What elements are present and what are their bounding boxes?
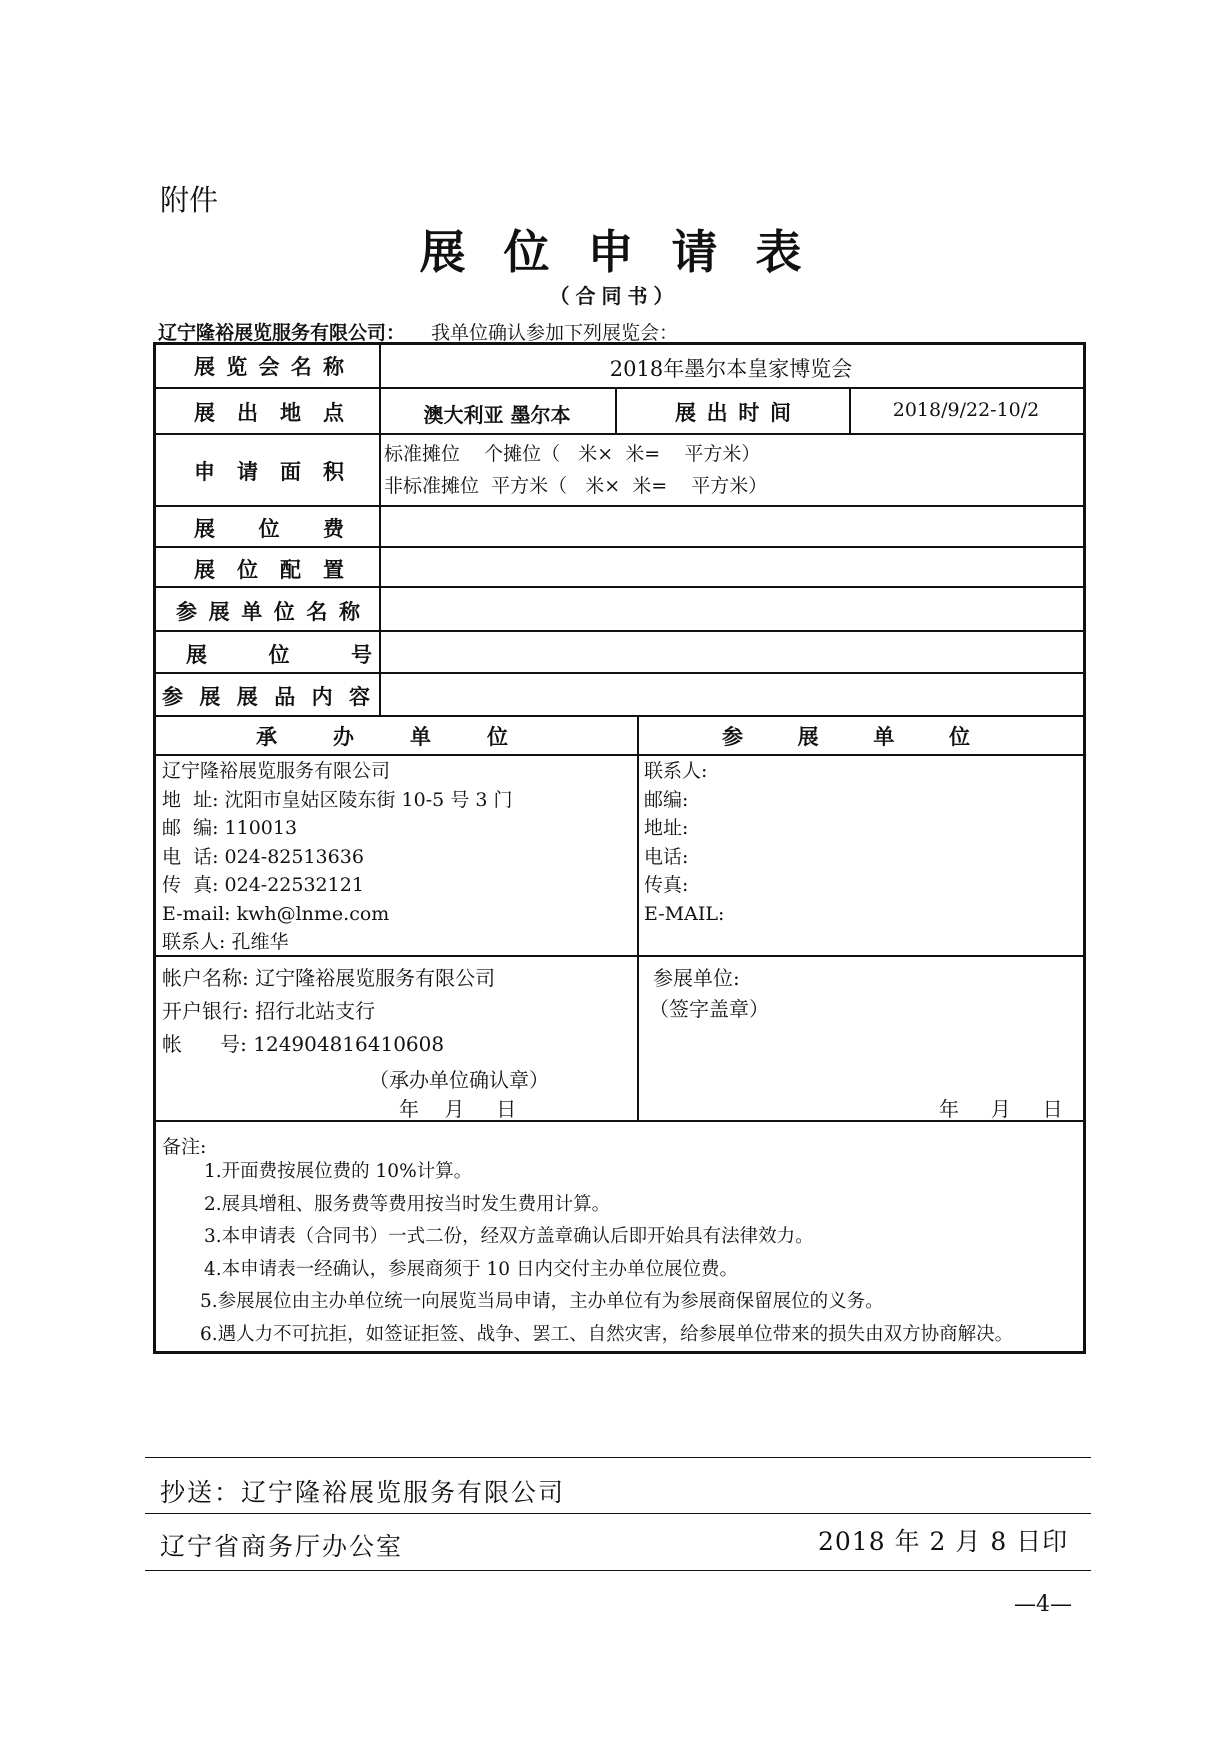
exhibitor-line: 电话: [644, 845, 689, 868]
host-line: 辽宁隆裕展览服务有限公司 [162, 760, 391, 782]
page-number: —4— [1014, 1592, 1072, 1617]
area-label: 申请面积 [194, 460, 344, 484]
document-title: 展位申请表 [419, 225, 840, 279]
note-item: 2.展具增租、服务费等费用按当时发生费用计算。 [204, 1193, 611, 1215]
application-form-table [153, 342, 1086, 1354]
exhibitor-unit-header: 参展单位 [722, 725, 970, 749]
location-label: 展出地点 [194, 401, 344, 425]
note-item: 4.本申请表一经确认，参展商须于 10 日内交付主办单位展位费。 [204, 1258, 738, 1280]
exhibitor-line: 地址: [644, 817, 689, 839]
print-date: 2018 年 2 月 8 日印 [818, 1527, 1069, 1556]
exhibit-content-label: 参展展品内容 [162, 685, 370, 709]
exhibitor-name-label: 参展单位名称 [176, 600, 360, 624]
attachment-label: 附件 [160, 183, 219, 217]
notes-title: 备注: [162, 1136, 207, 1158]
exhibitor-line: E-MAIL: [644, 902, 725, 925]
account-line: 帐 号: 124904816410608 [162, 1032, 445, 1056]
host-seal-note: （承办单位确认章） [369, 1068, 549, 1092]
host-line: 地 址: 沈阳市皇姑区陵东街 10-5 号 3 门 [162, 788, 513, 811]
host-line: 邮 编: 110013 [162, 817, 298, 839]
host-line: 电 话: 024-82513636 [162, 845, 364, 868]
exhibition-name-value: 2018年墨尔本皇家博览会 [609, 357, 853, 381]
host-line: E-mail: kwh@lnme.com [162, 902, 390, 925]
exhibitor-line: 邮编: [644, 788, 689, 811]
exhibitor-contact-info [644, 757, 724, 928]
footer-rule-top [145, 1457, 1091, 1458]
note-item: 1.开面费按展位费的 10%计算。 [204, 1161, 473, 1182]
footer-rule-middle [145, 1513, 1091, 1514]
host-line: 联系人: 孔维华 [162, 931, 289, 953]
exhibitor-date: 年 月 日 [939, 1097, 1063, 1121]
account-line: 开户银行: 招行北站支行 [162, 999, 376, 1023]
host-unit-header: 承办单位 [256, 725, 508, 749]
document-subtitle: （合同书） [549, 284, 680, 308]
notes-list [200, 1156, 1014, 1351]
account-line: 帐户名称: 辽宁隆裕展览服务有限公司 [162, 966, 496, 990]
exhibition-name-label: 展览会名称 [194, 355, 344, 379]
booth-fee-label: 展位费 [194, 517, 344, 541]
exhibitor-sign-note: （签字盖章） [649, 997, 769, 1021]
booth-config-label: 展位配置 [194, 558, 344, 582]
issuer-office: 辽宁省商务厅办公室 [160, 1532, 404, 1561]
booth-number-label: 展位号 [186, 643, 372, 667]
location-value: 澳大利亚 墨尔本 [423, 403, 571, 427]
area-line-standard: 标准摊位 个摊位（ 米× 米= 平方米） [384, 443, 761, 465]
exhibitor-line: 联系人: [644, 760, 708, 782]
exhibitor-sign-label: 参展单位: [653, 966, 740, 990]
area-line-nonstandard: 非标准摊位 平方米（ 米× 米= 平方米） [384, 475, 768, 497]
time-value: 2018/9/22-10/2 [892, 399, 1040, 421]
host-line: 传 真: 024-22532121 [162, 874, 364, 896]
note-item: 6.遇人力不可抗拒，如签证拒签、战争、罢工、自然灾害，给参展单位带来的损失由双方协商解决。 [200, 1323, 1014, 1345]
cc-line: 抄送：辽宁隆裕展览服务有限公司 [160, 1478, 566, 1507]
organizer-name: 辽宁隆裕展览服务有限公司： [158, 322, 406, 344]
intro-line [158, 318, 678, 345]
host-contact-info [162, 757, 512, 957]
time-label: 展出时间 [675, 401, 791, 425]
exhibitor-line: 传真: [644, 874, 689, 896]
host-account-info [162, 962, 495, 1061]
host-date: 年 月 日 [399, 1097, 517, 1121]
note-item: 5.参展展位由主办单位统一向展览当局申请，主办单位有为参展商保留展位的义务。 [200, 1291, 884, 1312]
footer-rule-bottom [145, 1570, 1091, 1571]
note-item: 3.本申请表（合同书）一式二份，经双方盖章确认后即开始具有法律效力。 [204, 1226, 814, 1247]
intro-text: 我单位确认参加下列展览会： [431, 322, 679, 344]
